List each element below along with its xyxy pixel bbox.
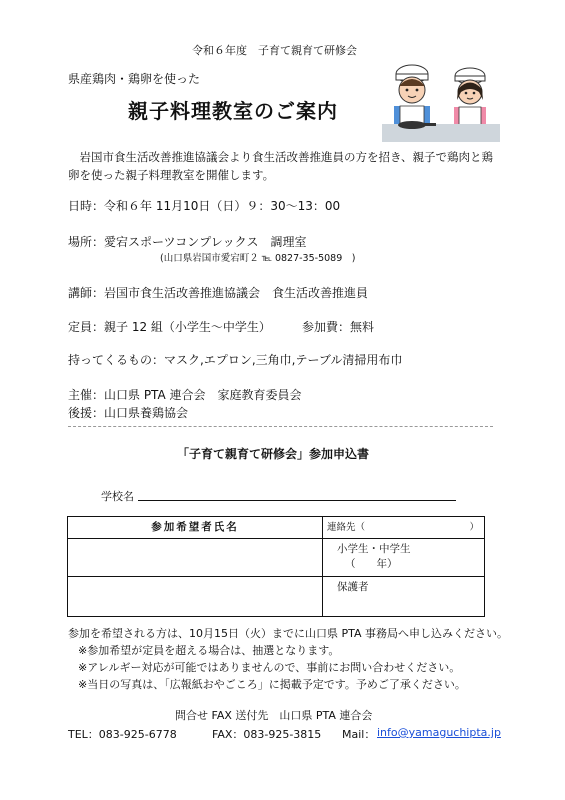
grade-field[interactable] — [323, 539, 485, 577]
deadline-note: 参加を希望される方は、10月15日（火）までに山口県 PTA 事務局へ申し込みください。 — [68, 627, 509, 640]
event-capacity: 定員：親子 12 組（小学生〜中学生） — [68, 320, 271, 334]
application-table — [67, 516, 485, 617]
event-organizer: 主催：山口県 PTA 連合会 家庭教育委員会 — [68, 388, 302, 402]
event-fee: 参加費：無料 — [302, 320, 375, 334]
grade-label: 小学生・中学生 — [337, 543, 411, 555]
cut-line — [68, 426, 493, 427]
participant-name-field[interactable] — [68, 539, 323, 577]
cooking-family-illustration — [382, 62, 500, 142]
guardian-label: 保護者 — [337, 581, 369, 593]
school-label: 学校名 — [101, 490, 134, 503]
name-header: 参加希望者氏名 — [68, 517, 323, 539]
footer-fax: FAX：083-925-3815 — [212, 728, 322, 741]
form-heading: 「子育て親育て研修会」参加申込書 — [177, 447, 370, 461]
intro-paragraph: 岩国市食生活改善推進協議会より食生活改善推進員の方を招き、親子で鶏肉と鶏卵を使った親子料理教室を開催します。 — [68, 150, 494, 182]
venue-address: (山口県岩国市愛宕町２ ℡ 0827-35-5089 ) — [160, 253, 356, 264]
guardian-name-field[interactable] — [68, 577, 323, 617]
note-lottery: ※参加希望が定員を超える場合は、抽選となります。 — [78, 644, 340, 657]
school-name-field[interactable] — [138, 500, 456, 501]
event-supporter: 後援：山口県養鶏協会 — [68, 406, 189, 420]
contact-field[interactable]: 連絡先（ ） — [323, 517, 485, 539]
items-to-bring: 持ってくるもの：マスク,エプロン,三角巾,テーブル清掃用布巾 — [68, 353, 403, 367]
footer-mail-link[interactable]: info@yamaguchipta.jp — [377, 726, 501, 739]
note-allergy: ※アレルギー対応が可能ではありませんので、事前にお問い合わせください。 — [78, 661, 461, 674]
event-venue: 場所：愛宕スポーツコンプレックス 調理室 — [68, 235, 307, 249]
event-instructor: 講師：岩国市食生活改善推進協議会 食生活改善推進員 — [68, 286, 369, 300]
note-photo: ※当日の写真は、「広報紙おやごころ」に掲載予定です。予めご了承ください。 — [78, 678, 466, 691]
contact-title: 問合せ FAX 送付先 山口県 PTA 連合会 — [175, 709, 373, 722]
header-subtitle: 令和６年度 子育て親育て研修会 — [192, 44, 357, 57]
footer-mail-label: Mail： — [342, 728, 376, 741]
event-date: 日時：令和６年 11月10日（日）９：30〜13：00 — [68, 199, 341, 213]
year-label: （ 年） — [345, 558, 398, 570]
intro-label: 県産鶏肉・鶏卵を使った — [68, 72, 201, 86]
footer-tel: TEL：083-925-6778 — [68, 728, 177, 741]
page-title: 親子料理教室のご案内 — [128, 99, 338, 123]
guardian-field[interactable] — [323, 577, 485, 617]
